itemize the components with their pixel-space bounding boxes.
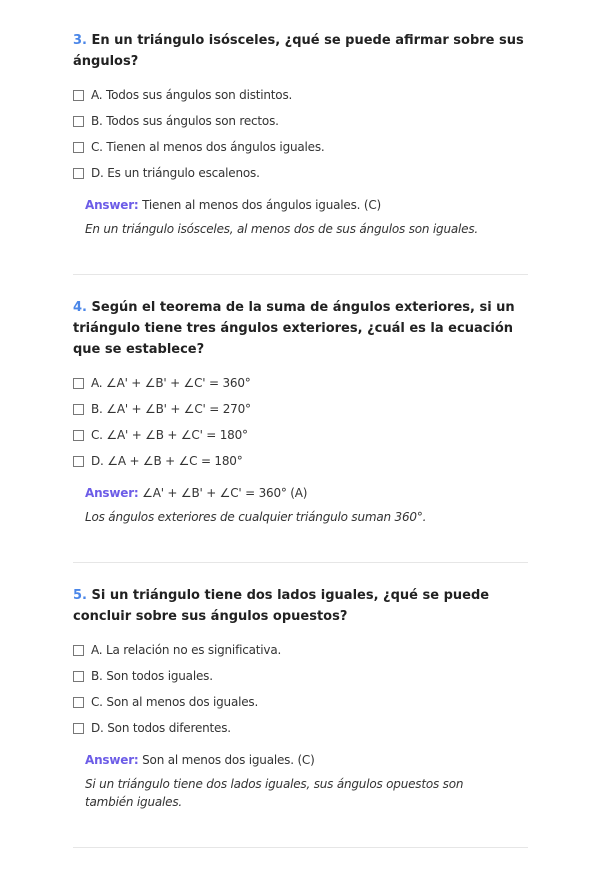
option-label: D. ∠A + ∠B + ∠C = 180°: [91, 454, 243, 468]
option-label: D. Son todos diferentes.: [91, 721, 231, 735]
option-label: A. La relación no es significativa.: [91, 643, 282, 657]
checkbox-icon[interactable]: [73, 116, 84, 127]
option-label: A. Todos sus ángulos son distintos.: [91, 88, 293, 102]
question-text: [73, 585, 528, 627]
checkbox-icon[interactable]: [73, 456, 84, 467]
option-a[interactable]: [73, 82, 528, 108]
answer-value: Son al menos dos iguales. (C): [142, 753, 315, 767]
option-label: B. Son todos iguales.: [91, 669, 213, 683]
option-label: B. Todos sus ángulos son rectos.: [91, 114, 279, 128]
answer-line: [85, 751, 528, 769]
answer-box: [85, 196, 528, 238]
option-label: C. Son al menos dos iguales.: [91, 695, 259, 709]
answer-box: [85, 751, 528, 811]
checkbox-icon[interactable]: [73, 723, 84, 734]
question-prompt: Si un triángulo tiene dos lados iguales, ¿qué se puede concluir sobre sus ángulos opuestos?: [73, 588, 490, 624]
options-list: [73, 637, 528, 741]
answer-label: Answer:: [85, 198, 139, 212]
option-d[interactable]: [73, 160, 528, 186]
option-c[interactable]: [73, 134, 528, 160]
explanation: En un triángulo isósceles, al menos dos de sus ángulos son iguales.: [85, 222, 479, 236]
checkbox-icon[interactable]: [73, 645, 84, 656]
question-text: [73, 297, 528, 360]
answer-line: [85, 484, 528, 502]
question-block-4: [73, 297, 528, 540]
divider: [73, 274, 528, 275]
answer-value: ∠A' + ∠B' + ∠C' = 360° (A): [142, 486, 308, 500]
option-a[interactable]: [73, 370, 528, 396]
option-a[interactable]: [73, 637, 528, 663]
explanation: Los ángulos exteriores de cualquier triángulo suman 360°.: [85, 510, 427, 524]
question-block-3: [73, 30, 528, 252]
answer-box: [85, 484, 528, 526]
question-number: 4.: [73, 300, 87, 315]
checkbox-icon[interactable]: [73, 697, 84, 708]
option-d[interactable]: [73, 448, 528, 474]
checkbox-icon[interactable]: [73, 671, 84, 682]
question-block-5: [73, 585, 528, 825]
options-list: [73, 82, 528, 186]
option-label: D. Es un triángulo escalenos.: [91, 166, 260, 180]
answer-value: Tienen al menos dos ángulos iguales. (C): [142, 198, 382, 212]
question-prompt: Según el teorema de la suma de ángulos exteriores, si un triángulo tiene tres ángulos exteriores, ¿cuál es la ecuación que se establece?: [73, 300, 515, 357]
checkbox-icon[interactable]: [73, 378, 84, 389]
checkbox-icon[interactable]: [73, 404, 84, 415]
checkbox-icon[interactable]: [73, 90, 84, 101]
option-b[interactable]: [73, 108, 528, 134]
option-label: B. ∠A' + ∠B' + ∠C' = 270°: [91, 402, 251, 416]
option-b[interactable]: [73, 663, 528, 689]
option-label: C. Tienen al menos dos ángulos iguales.: [91, 140, 325, 154]
question-prompt: En un triángulo isósceles, ¿qué se puede afirmar sobre sus ángulos?: [73, 33, 524, 69]
question-text: [73, 30, 528, 72]
option-label: A. ∠A' + ∠B' + ∠C' = 360°: [91, 376, 251, 390]
option-d[interactable]: [73, 715, 528, 741]
explanation: Si un triángulo tiene dos lados iguales, sus ángulos opuestos son también iguales.: [85, 777, 464, 809]
checkbox-icon[interactable]: [73, 168, 84, 179]
option-label: C. ∠A' + ∠B + ∠C' = 180°: [91, 428, 248, 442]
option-c[interactable]: [73, 689, 528, 715]
checkbox-icon[interactable]: [73, 430, 84, 441]
quiz-page: [73, 30, 528, 870]
question-number: 3.: [73, 33, 87, 48]
answer-line: [85, 196, 528, 214]
divider: [73, 562, 528, 563]
option-c[interactable]: [73, 422, 528, 448]
answer-label: Answer:: [85, 753, 139, 767]
answer-label: Answer:: [85, 486, 139, 500]
options-list: [73, 370, 528, 474]
checkbox-icon[interactable]: [73, 142, 84, 153]
question-number: 5.: [73, 588, 87, 603]
option-b[interactable]: [73, 396, 528, 422]
